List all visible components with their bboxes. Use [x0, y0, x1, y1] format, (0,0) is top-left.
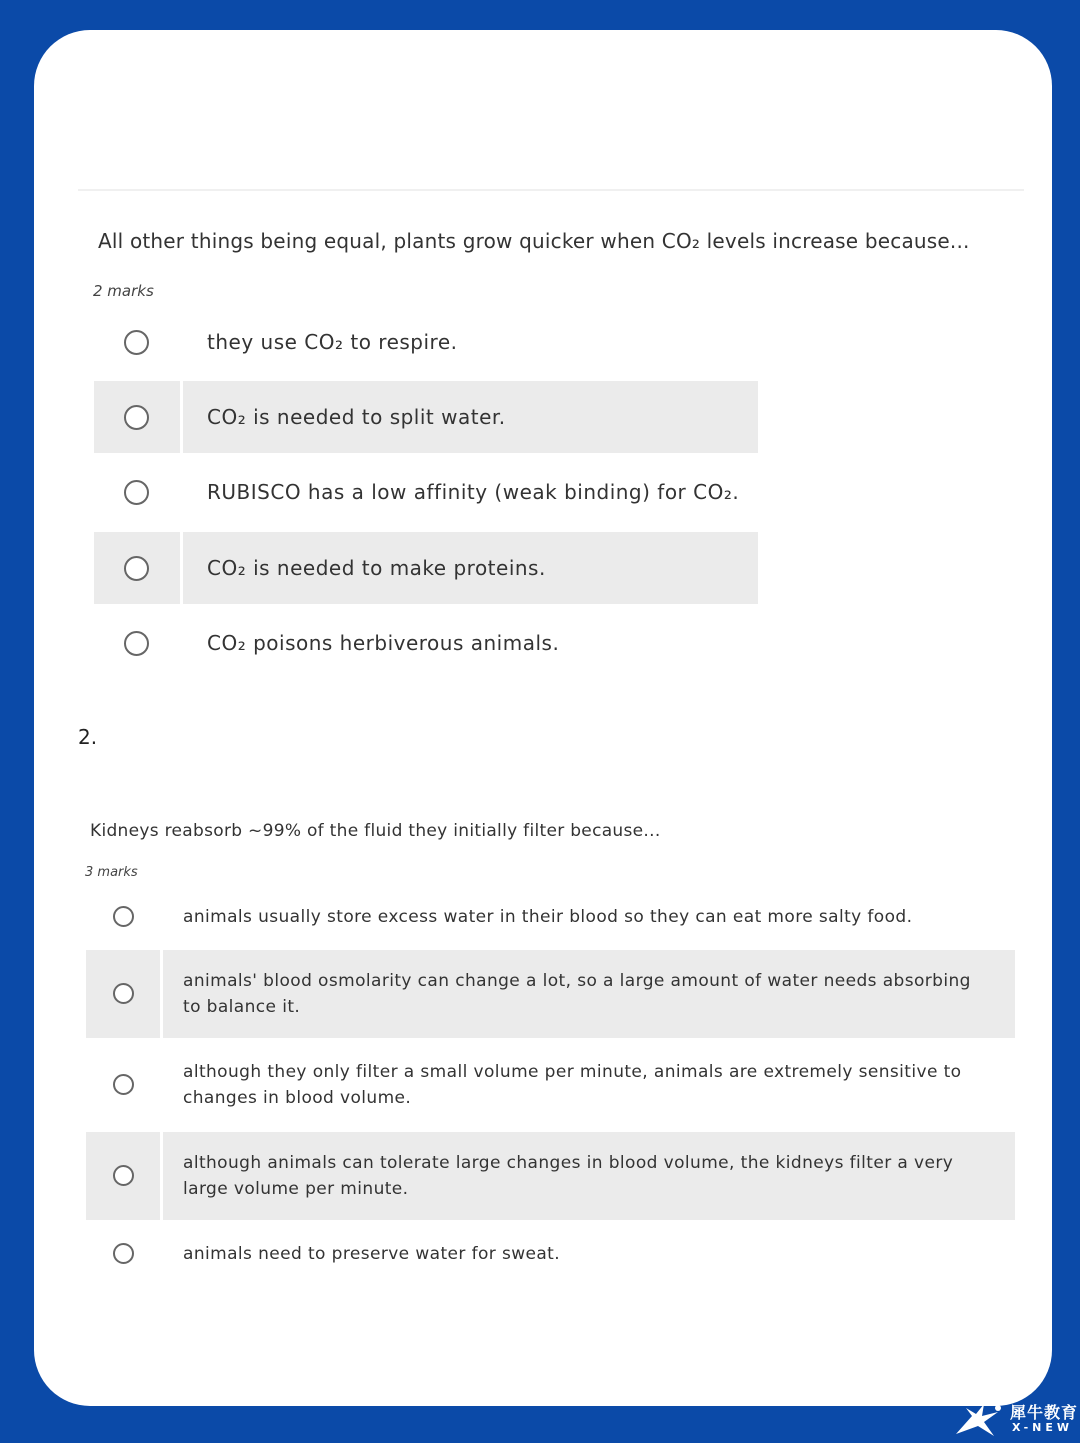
option-label: CO₂ is needed to split water.: [183, 381, 758, 453]
option-row[interactable]: [86, 886, 1015, 948]
option-label: they use CO₂ to respire.: [207, 330, 458, 354]
option-row[interactable]: [86, 1041, 1015, 1129]
option-row[interactable]: [94, 381, 758, 453]
option-row[interactable]: [86, 1132, 1015, 1220]
option-label: CO₂ poisons herbiverous animals.: [207, 631, 560, 655]
option-label: although animals can tolerate large changes in blood volume, the kidneys filter a very large volume per minute.: [163, 1132, 1015, 1220]
option-label: animals usually store excess water in their blood so they can eat more salty food.: [183, 907, 913, 927]
radio-button[interactable]: [124, 330, 149, 355]
option-row[interactable]: [94, 456, 758, 528]
option-label: animals' blood osmolarity can change a lot, so a large amount of water needs absorbing to balance it.: [163, 950, 1015, 1038]
option-label: animals need to preserve water for sweat.: [183, 1244, 561, 1264]
option-label: RUBISCO has a low affinity (weak binding) for CO₂.: [207, 480, 740, 504]
question-1-marks: 2 marks: [93, 282, 154, 300]
question-2-number: 2.: [78, 725, 98, 749]
brand-name-english: X-NEW: [1012, 1421, 1074, 1434]
option-row[interactable]: [94, 607, 758, 679]
option-label: although they only filter a small volume per minute, animals are extremely sensitive to changes in blood volume.: [183, 1062, 962, 1108]
radio-button[interactable]: [113, 983, 134, 1004]
radio-button[interactable]: [113, 1243, 134, 1264]
radio-button[interactable]: [124, 631, 149, 656]
question-2-marks: 3 marks: [85, 865, 138, 880]
question-2-text: Kidneys reabsorb ~99% of the fluid they initially filter because...: [90, 821, 661, 841]
rhino-logo-icon: [954, 1402, 1006, 1438]
brand-watermark: [954, 1398, 1078, 1440]
option-label: CO₂ is needed to make proteins.: [183, 532, 758, 604]
option-row[interactable]: [94, 306, 758, 378]
brand-name-chinese: 犀牛教育: [1010, 1403, 1079, 1422]
radio-button[interactable]: [124, 556, 149, 581]
option-row[interactable]: [86, 950, 1015, 1038]
option-row[interactable]: [94, 532, 758, 604]
radio-button[interactable]: [113, 1165, 134, 1186]
question-1-text: All other things being equal, plants grow quicker when CO₂ levels increase because...: [98, 229, 970, 253]
section-divider: [78, 189, 1024, 191]
radio-button[interactable]: [124, 405, 149, 430]
radio-button[interactable]: [124, 480, 149, 505]
radio-button[interactable]: [113, 906, 134, 927]
option-row[interactable]: [86, 1223, 1015, 1285]
radio-button[interactable]: [113, 1074, 134, 1095]
